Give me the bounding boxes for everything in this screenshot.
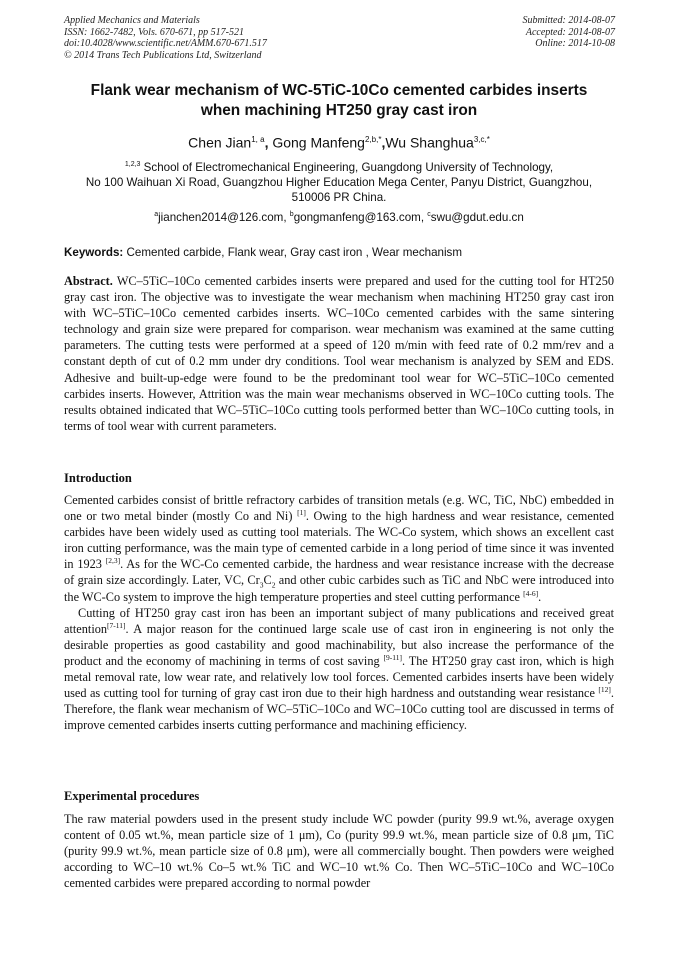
journal-copyright: © 2014 Trans Tech Publications Ltd, Switzerland <box>64 49 262 61</box>
author-name: Chen Jian <box>188 134 252 151</box>
keywords-label: Keywords: <box>64 246 124 259</box>
author-affil-mark: 3,c,* <box>473 135 490 144</box>
abstract-label: Abstract. <box>64 274 113 288</box>
journal-info <box>64 15 267 61</box>
affiliation-mark: 1,2,3 <box>124 161 141 168</box>
section-heading-introduction: Introduction <box>64 471 132 485</box>
author-emails: $^a$jianchen2014@126.com, $^b$gongmanfeng@163.com, $^c$swu@gdut.edu.cn <box>154 210 524 224</box>
email-link[interactable]: swu@gdut.edu.cn <box>430 210 524 224</box>
keywords <box>64 245 614 260</box>
citation[interactable]: [1] <box>297 508 306 517</box>
introduction-body <box>64 492 614 733</box>
email-link[interactable]: jianchen2014@126.com <box>158 210 284 224</box>
citation[interactable]: [9-11] <box>383 652 402 662</box>
online-date: Online: 2014-10-08 <box>535 38 615 49</box>
affiliation <box>55 157 623 205</box>
submission-dates <box>523 15 616 50</box>
paper-title <box>64 81 614 121</box>
title-line-2: when machining HT250 gray cast iron <box>200 102 478 119</box>
introduction-paragraph-2: Cutting of HT250 gray cast iron has been an important subject of many publications and received great attention[7-11]. A major reason for the continued large scale use of cast iron in engineering is not only the desirable properties as good castability and good machinability, but also increase the performance of the product and the economy of machining in terms of cost saving [9-11]. The HT250 gray cast iron, which is high metal removal rate, low wear rate, and relatively low tool forces. Cemented carbides inserts have been widely used as cutting tool for turning of gray cast iron due to their high hardness and outstanding wear resistance [12]. Therefore, the flank wear mechanism of WC–5TiC–10Co and WC–10Co cutting tool are discussed in terms of improve cemented carbides inserts cutting performance and machining efficiency. <box>64 605 614 733</box>
experimental-paragraph-1: The raw material powders used in the present study include WC powder (purity 99.9 wt.%, average oxygen content of 0.05 wt.%, mean particle size of 1 μm), Co (purity 99.9 wt.%, mean particle size of 0.8 μm, TiC (purity 99.9 wt.%, mean particle size of 0.8 μm), were all commercially bought. Then powders were weighed according to WC–10 wt.% Co–5 wt.% TiC and WC–10 wt.% Co. Then WC–5TiC–10Co and WC–10Co cemented carbides were prepared according to normal powder <box>64 812 614 891</box>
keywords-text: Cemented carbide, Flank wear, Gray cast iron , Wear mechanism <box>126 246 463 259</box>
email-link[interactable]: gongmanfeng@163.com <box>293 210 421 224</box>
affiliation-line-2: No 100 Waihuan Xi Road, Guangzhou Higher Education Mega Center, Panyu District, Guangzhou, <box>85 175 593 189</box>
introduction-paragraph-1: Cemented carbides consist of brittle refractory carbides of transition metals (e.g. WC, TiC, NbC) embedded in one or two metal binder (mostly Co and Ni) [1]. Owing to the high hardness and wear resistance, cemented carbides have been widely used as cutting tool materials. The WC-Co system, which shows an excellent cast iron cutting performance, was the main type of cemented carbide in a long period of time since it was invented in 1923 [2,3]. As for the WC-Co cemented carbide, the hardness and wear resistance increase with the decrease of grain size accordingly. Later, VC, $Cr_3C_2$ and other cubic carbides such as TiC and NbC were introduced into the WC-Co system to improve the high temperature properties and steel cutting performance [4-6]. <box>64 493 615 604</box>
submitted-date: Submitted: 2014-08-07 <box>522 15 615 26</box>
citation[interactable]: [2,3] <box>105 556 121 566</box>
section-heading-experimental: Experimental procedures <box>64 789 200 803</box>
citation[interactable]: [4-6] <box>523 588 539 598</box>
journal-doi: doi:10.4028/www.scientific.net/AMM.670-671.517 <box>64 38 267 49</box>
abstract-text: WC–5TiC–10Co cemented carbides inserts were prepared and used for the cutting tool for HT250 gray cast iron. The objective was to investigate the wear mechanism when machining HT250 gray cast iron with WC–5TiC–10Co cemented carbides inserts. WC–10Co cemented carbides with the same sintering technology and grain size were prepared for comparison. wear mechanism was examined at the same cutting parameters. The cutting tests were performed at a speed of 120 m/min with feed rate of 0.2 mm/rev and a constant depth of cut of 0.2 mm under dry conditions. Tool wear mechanism is analyzed by SEM and EDS. Adhesive and built-up-edge were found to be the predominant tool wear for WC–5TiC–10Co cemented carbides inserts. However, Attrition was the main wear mechanisms observed in WC–10Co cutting tools. The results obtained indicated that WC–5TiC–10Co cutting tools performed better than WC–10Co cutting tools, in terms of tool wear with current parameters. <box>64 274 614 433</box>
author-list: Chen Jian$^{1, a}$, Gong Manfeng$^{2,b,*}$,Wu Shanghua$^{3,c,*}$ <box>188 134 490 151</box>
citation[interactable]: [7-11] <box>107 620 126 630</box>
author-name: Gong Manfeng <box>272 134 365 151</box>
journal-issn: ISSN: 1662-7482, Vols. 670-671, pp 517-521 <box>64 26 244 38</box>
accepted-date: Accepted: 2014-08-07 <box>525 26 615 38</box>
title-line-1: Flank wear mechanism of WC-5TiC-10Co cemented carbides inserts <box>90 82 588 99</box>
author-affil-mark: 2,b,* <box>364 135 382 144</box>
citation[interactable]: [12] <box>598 685 611 695</box>
abstract <box>64 273 614 434</box>
journal-name: Applied Mechanics and Materials <box>64 15 200 26</box>
affiliation-line-3: 510006 PR China. <box>291 190 387 204</box>
experimental-body <box>64 811 614 891</box>
author-name: Wu Shanghua <box>385 134 474 151</box>
author-affil-mark: 1, a <box>251 135 265 144</box>
affiliation-line-1: School of Electromechanical Engineering, Guangdong University of Technology, <box>143 160 554 174</box>
